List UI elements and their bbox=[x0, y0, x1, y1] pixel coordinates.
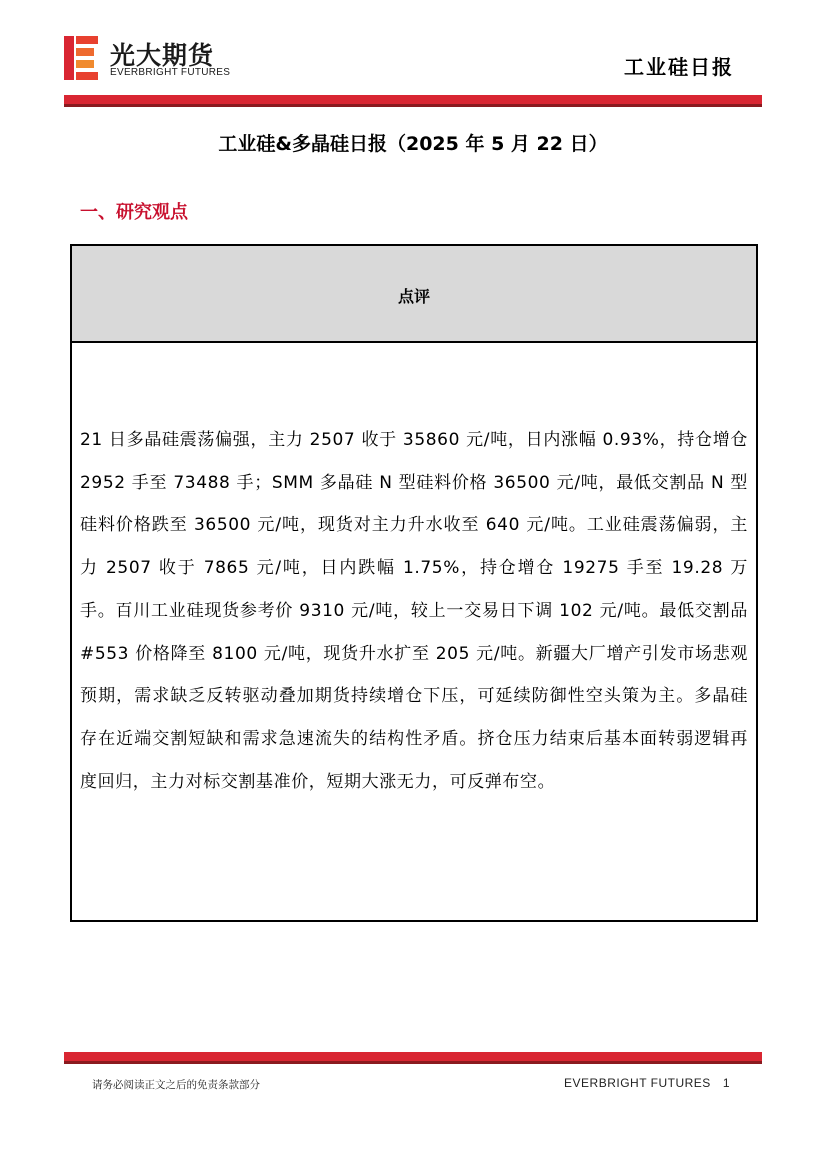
company-logo bbox=[64, 36, 244, 82]
section-heading: 一、研究观点 bbox=[80, 202, 188, 223]
footer-company-name: EVERBRIGHT FUTURES bbox=[564, 1076, 711, 1090]
footer-divider-bar bbox=[64, 1052, 762, 1064]
footer-disclaimer: 请务必阅读正文之后的免责条款部分 bbox=[92, 1079, 260, 1091]
commentary-table bbox=[70, 244, 758, 922]
table-header-label: 点评 bbox=[397, 287, 430, 306]
commentary-text: 21 日多晶硅震荡偏强，主力 2507 收于 35860 元/吨，日内涨幅 0.93%，持仓增仓 2952 手至 73488 手；SMM 多晶硅 N 型硅料价格 36500 元/吨，最低交割品 N 型硅料价格跌至 36500 元/吨，现货对主力升水收至 640 元/吨。工业硅震荡偏弱，主力 2507 收于 7865 元/吨，日内跌幅 1.75%，持仓增仓 19275 手至 19.28 万手。百川工业硅现货参考价 9310 元/吨，较上一交易日下调 102 元/吨。最低交割品#553 价格降至 8100 元/吨，现货升水扩至 205 元/吨。新疆大厂增产引发市场悲观预期，需求缺乏反转驱动叠加期货持续增仓下压，可延续防御性空头策为主。多晶硅存在近端交割短缺和需求急速流失的结构性矛盾。挤仓压力结束后基本面转弱逻辑再度回归，主力对标交割基准价，短期大涨无力，可反弹布空。 bbox=[80, 430, 748, 792]
document-title: 工业硅&多晶硅日报（2025 年 5 月 22 日） bbox=[218, 133, 608, 155]
page-number: 1 bbox=[722, 1076, 730, 1090]
logo-chinese-name: 光大期货 bbox=[110, 41, 215, 70]
logo-english-name: EVERBRIGHT FUTURES bbox=[110, 67, 231, 78]
everbright-logo-icon bbox=[64, 36, 100, 80]
report-type-title: 工业硅日报 bbox=[624, 55, 734, 79]
commentary-table-header bbox=[72, 246, 756, 343]
footer-company bbox=[552, 1076, 730, 1090]
header-divider-bar bbox=[64, 95, 762, 107]
